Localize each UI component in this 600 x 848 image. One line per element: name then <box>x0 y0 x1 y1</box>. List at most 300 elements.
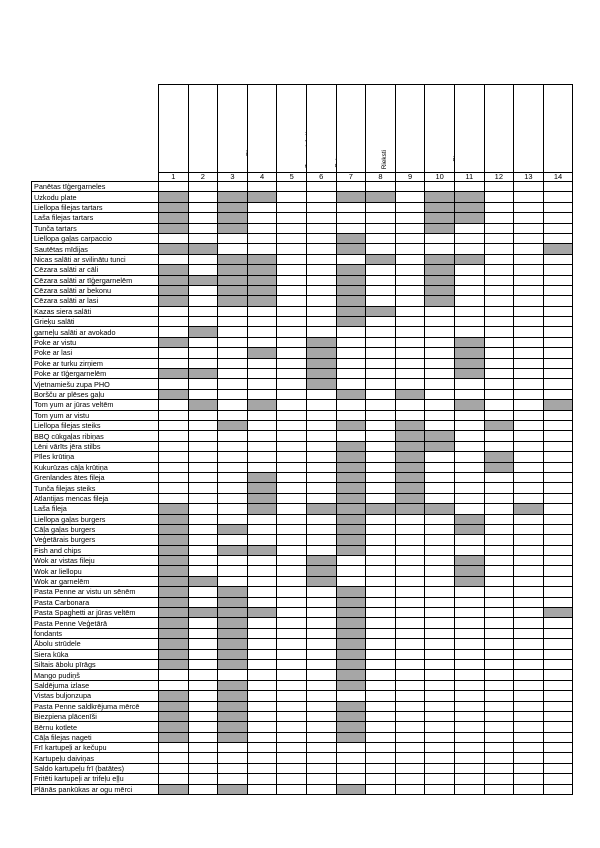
allergen-empty-cell <box>247 306 277 316</box>
allergen-marked-cell <box>218 618 248 628</box>
allergen-empty-cell <box>366 545 396 555</box>
allergen-empty-cell <box>159 327 189 337</box>
allergen-empty-cell <box>277 763 307 773</box>
allergen-empty-cell <box>306 743 336 753</box>
allergen-empty-cell <box>159 431 189 441</box>
allergen-empty-cell <box>247 514 277 524</box>
allergen-empty-cell <box>514 774 544 784</box>
allergen-empty-cell <box>306 670 336 680</box>
allergen-marked-cell <box>336 639 366 649</box>
allergen-empty-cell <box>543 327 573 337</box>
allergen-empty-cell <box>247 389 277 399</box>
allergen-marked-cell <box>159 285 189 295</box>
allergen-marked-cell <box>247 254 277 264</box>
allergen-marked-cell <box>218 628 248 638</box>
allergen-empty-cell <box>543 659 573 669</box>
allergen-empty-cell <box>543 774 573 784</box>
allergen-empty-cell <box>484 254 514 264</box>
allergen-empty-cell <box>188 337 218 347</box>
column-header-label <box>571 130 573 169</box>
allergen-empty-cell <box>159 452 189 462</box>
allergen-empty-cell <box>484 223 514 233</box>
allergen-empty-cell <box>543 691 573 701</box>
allergen-empty-cell <box>159 358 189 368</box>
table-row <box>32 254 573 264</box>
column-header-1 <box>159 85 189 173</box>
dish-name: Kazas siera salāti <box>32 306 159 316</box>
allergen-marked-cell <box>336 732 366 742</box>
allergen-empty-cell <box>454 431 484 441</box>
allergen-empty-cell <box>543 566 573 576</box>
allergen-marked-cell <box>159 556 189 566</box>
allergen-empty-cell <box>484 524 514 534</box>
allergen-empty-cell <box>188 410 218 420</box>
allergen-empty-cell <box>484 763 514 773</box>
allergen-empty-cell <box>543 639 573 649</box>
allergen-marked-cell <box>159 296 189 306</box>
allergen-empty-cell <box>159 493 189 503</box>
allergen-empty-cell <box>395 348 425 358</box>
dish-name: Poke ar turku zirņiem <box>32 358 159 368</box>
allergen-empty-cell <box>543 493 573 503</box>
allergen-empty-cell <box>484 587 514 597</box>
allergen-empty-cell <box>484 472 514 482</box>
allergen-empty-cell <box>247 441 277 451</box>
allergen-empty-cell <box>188 192 218 202</box>
allergen-empty-cell <box>514 275 544 285</box>
allergen-marked-cell <box>218 649 248 659</box>
allergen-empty-cell <box>395 670 425 680</box>
allergen-empty-cell <box>366 379 396 389</box>
allergen-marked-cell <box>454 400 484 410</box>
allergen-marked-cell <box>336 524 366 534</box>
allergen-marked-cell <box>218 223 248 233</box>
dish-name: Grieķu salāti <box>32 317 159 327</box>
table-row <box>32 462 573 472</box>
allergen-marked-cell <box>306 566 336 576</box>
allergen-empty-cell <box>188 691 218 701</box>
allergen-empty-cell <box>366 701 396 711</box>
allergen-marked-cell <box>159 732 189 742</box>
allergen-empty-cell <box>514 649 544 659</box>
allergen-empty-cell <box>336 327 366 337</box>
allergen-empty-cell <box>277 389 307 399</box>
allergen-empty-cell <box>366 410 396 420</box>
allergen-empty-cell <box>484 711 514 721</box>
allergen-empty-cell <box>543 587 573 597</box>
dish-name: Mango pudiņš <box>32 670 159 680</box>
allergen-empty-cell <box>306 587 336 597</box>
dish-name: Wok ar garnelēm <box>32 576 159 586</box>
allergen-empty-cell <box>159 483 189 493</box>
allergen-empty-cell <box>454 670 484 680</box>
allergen-empty-cell <box>395 306 425 316</box>
allergen-empty-cell <box>425 587 455 597</box>
allergen-marked-cell <box>247 285 277 295</box>
allergen-empty-cell <box>247 701 277 711</box>
allergen-empty-cell <box>247 680 277 690</box>
allergen-empty-cell <box>366 182 396 192</box>
allergen-empty-cell <box>366 275 396 285</box>
allergen-empty-cell <box>366 618 396 628</box>
allergen-empty-cell <box>395 649 425 659</box>
allergen-empty-cell <box>484 514 514 524</box>
allergen-empty-cell <box>247 431 277 441</box>
allergen-empty-cell <box>425 732 455 742</box>
allergen-empty-cell <box>366 743 396 753</box>
allergen-empty-cell <box>425 753 455 763</box>
allergen-empty-cell <box>188 182 218 192</box>
allergen-empty-cell <box>188 265 218 275</box>
dish-name: Uzkodu plate <box>32 192 159 202</box>
allergen-empty-cell <box>277 514 307 524</box>
allergen-empty-cell <box>188 493 218 503</box>
allergen-empty-cell <box>188 296 218 306</box>
table-row <box>32 420 573 430</box>
allergen-empty-cell <box>218 327 248 337</box>
allergen-empty-cell <box>454 597 484 607</box>
allergen-empty-cell <box>425 524 455 534</box>
allergen-empty-cell <box>306 296 336 306</box>
allergen-empty-cell <box>247 670 277 680</box>
allergen-empty-cell <box>395 254 425 264</box>
allergen-empty-cell <box>336 431 366 441</box>
allergen-empty-cell <box>277 711 307 721</box>
allergen-marked-cell <box>336 597 366 607</box>
table-row <box>32 670 573 680</box>
allergen-empty-cell <box>395 202 425 212</box>
table-row <box>32 587 573 597</box>
allergen-empty-cell <box>188 472 218 482</box>
allergen-marked-cell <box>247 493 277 503</box>
allergen-marked-cell <box>159 628 189 638</box>
dish-name: fondants <box>32 628 159 638</box>
allergen-empty-cell <box>366 348 396 358</box>
allergen-empty-cell <box>247 202 277 212</box>
allergen-empty-cell <box>159 182 189 192</box>
allergen-empty-cell <box>514 514 544 524</box>
allergen-empty-cell <box>218 566 248 576</box>
allergen-empty-cell <box>514 410 544 420</box>
allergen-empty-cell <box>514 420 544 430</box>
allergen-empty-cell <box>277 628 307 638</box>
dish-name: Laša fileja <box>32 504 159 514</box>
allergen-empty-cell <box>543 618 573 628</box>
allergen-empty-cell <box>188 628 218 638</box>
allergen-empty-cell <box>425 597 455 607</box>
allergen-marked-cell <box>336 441 366 451</box>
allergen-empty-cell <box>395 753 425 763</box>
allergen-empty-cell <box>543 743 573 753</box>
allergen-empty-cell <box>395 608 425 618</box>
allergen-marked-cell <box>218 722 248 732</box>
allergen-empty-cell <box>395 597 425 607</box>
allergen-marked-cell <box>306 337 336 347</box>
allergen-empty-cell <box>514 254 544 264</box>
allergen-empty-cell <box>543 514 573 524</box>
allergen-empty-cell <box>454 306 484 316</box>
allergen-marked-cell <box>218 691 248 701</box>
allergen-empty-cell <box>366 556 396 566</box>
allergen-marked-cell <box>454 566 484 576</box>
allergen-empty-cell <box>454 223 484 233</box>
allergen-marked-cell <box>425 296 455 306</box>
allergen-empty-cell <box>247 618 277 628</box>
allergen-marked-cell <box>247 296 277 306</box>
allergen-empty-cell <box>454 472 484 482</box>
allergen-empty-cell <box>454 753 484 763</box>
allergen-marked-cell <box>336 670 366 680</box>
allergen-empty-cell <box>188 233 218 243</box>
allergen-empty-cell <box>366 514 396 524</box>
allergen-empty-cell <box>454 462 484 472</box>
table-row <box>32 389 573 399</box>
allergen-empty-cell <box>395 628 425 638</box>
allergen-empty-cell <box>366 763 396 773</box>
allergen-marked-cell <box>395 504 425 514</box>
allergen-empty-cell <box>484 213 514 223</box>
allergen-empty-cell <box>484 608 514 618</box>
allergen-empty-cell <box>395 296 425 306</box>
allergen-empty-cell <box>514 711 544 721</box>
column-number: 10 <box>425 173 455 182</box>
allergen-empty-cell <box>188 441 218 451</box>
allergen-empty-cell <box>366 483 396 493</box>
allergen-empty-cell <box>454 535 484 545</box>
allergen-empty-cell <box>188 566 218 576</box>
allergen-empty-cell <box>425 327 455 337</box>
allergen-empty-cell <box>425 317 455 327</box>
allergen-empty-cell <box>277 701 307 711</box>
allergen-marked-cell <box>218 587 248 597</box>
corner-cell <box>32 85 159 173</box>
allergen-empty-cell <box>277 441 307 451</box>
allergen-marked-cell <box>159 337 189 347</box>
allergen-empty-cell <box>218 462 248 472</box>
table-row <box>32 763 573 773</box>
allergen-empty-cell <box>484 597 514 607</box>
allergen-empty-cell <box>366 566 396 576</box>
column-number: 7 <box>336 173 366 182</box>
number-corner <box>32 173 159 182</box>
allergen-empty-cell <box>543 576 573 586</box>
header-row <box>32 85 573 173</box>
allergen-empty-cell <box>247 763 277 773</box>
allergen-empty-cell <box>218 743 248 753</box>
allergen-empty-cell <box>484 535 514 545</box>
column-number: 1 <box>159 173 189 182</box>
allergen-empty-cell <box>514 556 544 566</box>
allergen-marked-cell <box>159 722 189 732</box>
allergen-empty-cell <box>247 732 277 742</box>
allergen-empty-cell <box>188 420 218 430</box>
allergen-empty-cell <box>306 691 336 701</box>
allergen-empty-cell <box>277 566 307 576</box>
allergen-empty-cell <box>336 182 366 192</box>
table-row <box>32 608 573 618</box>
allergen-empty-cell <box>454 784 484 794</box>
allergen-marked-cell <box>159 192 189 202</box>
allergen-empty-cell <box>454 618 484 628</box>
allergen-empty-cell <box>425 358 455 368</box>
dish-name: garneļu salāti ar avokado <box>32 327 159 337</box>
allergen-empty-cell <box>277 337 307 347</box>
allergen-empty-cell <box>454 483 484 493</box>
allergen-marked-cell <box>188 400 218 410</box>
table-row <box>32 514 573 524</box>
allergen-empty-cell <box>425 649 455 659</box>
allergen-empty-cell <box>366 732 396 742</box>
allergen-empty-cell <box>366 213 396 223</box>
allergen-empty-cell <box>484 504 514 514</box>
allergen-empty-cell <box>425 369 455 379</box>
allergen-empty-cell <box>366 524 396 534</box>
allergen-empty-cell <box>543 722 573 732</box>
allergen-empty-cell <box>543 628 573 638</box>
allergen-marked-cell <box>247 400 277 410</box>
allergen-empty-cell <box>247 233 277 243</box>
allergen-empty-cell <box>484 441 514 451</box>
allergen-empty-cell <box>425 462 455 472</box>
allergen-empty-cell <box>514 659 544 669</box>
allergen-empty-cell <box>277 556 307 566</box>
allergen-marked-cell <box>159 524 189 534</box>
allergen-empty-cell <box>247 420 277 430</box>
allergen-empty-cell <box>306 327 336 337</box>
allergen-empty-cell <box>277 597 307 607</box>
allergen-empty-cell <box>425 576 455 586</box>
allergen-empty-cell <box>306 306 336 316</box>
allergen-empty-cell <box>454 628 484 638</box>
allergen-empty-cell <box>306 722 336 732</box>
allergen-empty-cell <box>188 670 218 680</box>
table-row <box>32 691 573 701</box>
column-number: 4 <box>247 173 277 182</box>
allergen-empty-cell <box>366 639 396 649</box>
allergen-empty-cell <box>188 753 218 763</box>
allergen-empty-cell <box>454 732 484 742</box>
allergen-empty-cell <box>454 233 484 243</box>
allergen-empty-cell <box>395 732 425 742</box>
allergen-empty-cell <box>336 369 366 379</box>
allergen-empty-cell <box>514 680 544 690</box>
allergen-empty-cell <box>425 711 455 721</box>
allergen-empty-cell <box>306 753 336 763</box>
allergen-empty-cell <box>484 182 514 192</box>
allergen-empty-cell <box>218 670 248 680</box>
allergen-marked-cell <box>218 275 248 285</box>
table-row <box>32 182 573 192</box>
allergen-empty-cell <box>188 587 218 597</box>
column-number: 9 <box>395 173 425 182</box>
allergen-empty-cell <box>395 244 425 254</box>
allergen-marked-cell <box>159 223 189 233</box>
allergen-empty-cell <box>484 743 514 753</box>
allergen-empty-cell <box>247 452 277 462</box>
dish-name: Poke ar tīģergarnelēm <box>32 369 159 379</box>
allergen-empty-cell <box>425 763 455 773</box>
table-row <box>32 659 573 669</box>
allergen-empty-cell <box>277 691 307 701</box>
allergen-empty-cell <box>218 348 248 358</box>
allergen-empty-cell <box>543 192 573 202</box>
allergen-marked-cell <box>395 462 425 472</box>
allergen-marked-cell <box>218 202 248 212</box>
allergen-empty-cell <box>306 441 336 451</box>
allergen-empty-cell <box>543 462 573 472</box>
allergen-empty-cell <box>395 587 425 597</box>
allergen-marked-cell <box>218 254 248 264</box>
allergen-empty-cell <box>395 358 425 368</box>
allergen-empty-cell <box>514 784 544 794</box>
allergen-empty-cell <box>484 774 514 784</box>
allergen-empty-cell <box>277 608 307 618</box>
allergen-marked-cell <box>218 732 248 742</box>
allergen-marked-cell <box>395 493 425 503</box>
allergen-empty-cell <box>543 680 573 690</box>
dish-name: Liellopa filejas tartars <box>32 202 159 212</box>
allergen-empty-cell <box>366 722 396 732</box>
allergen-empty-cell <box>395 701 425 711</box>
allergen-empty-cell <box>425 556 455 566</box>
allergen-empty-cell <box>366 420 396 430</box>
allergen-empty-cell <box>484 566 514 576</box>
allergen-empty-cell <box>159 233 189 243</box>
allergen-empty-cell <box>366 337 396 347</box>
allergen-empty-cell <box>277 410 307 420</box>
column-number: 5 <box>277 173 307 182</box>
allergen-empty-cell <box>306 649 336 659</box>
allergen-empty-cell <box>247 722 277 732</box>
allergen-empty-cell <box>218 483 248 493</box>
allergen-empty-cell <box>484 680 514 690</box>
allergen-empty-cell <box>395 285 425 295</box>
dish-name: Vistas buljonzupa <box>32 691 159 701</box>
dish-name: Siltais ābolu pīrāgs <box>32 659 159 669</box>
allergen-empty-cell <box>306 244 336 254</box>
allergen-empty-cell <box>247 691 277 701</box>
allergen-empty-cell <box>247 743 277 753</box>
allergen-empty-cell <box>336 566 366 576</box>
table-row <box>32 618 573 628</box>
allergen-marked-cell <box>366 504 396 514</box>
allergen-empty-cell <box>247 213 277 223</box>
allergen-empty-cell <box>543 254 573 264</box>
allergen-empty-cell <box>277 493 307 503</box>
allergen-empty-cell <box>306 233 336 243</box>
allergen-empty-cell <box>188 504 218 514</box>
allergen-marked-cell <box>218 296 248 306</box>
allergen-marked-cell <box>159 202 189 212</box>
allergen-empty-cell <box>425 348 455 358</box>
table-row <box>32 524 573 534</box>
allergen-empty-cell <box>514 296 544 306</box>
allergen-empty-cell <box>218 431 248 441</box>
table-row <box>32 597 573 607</box>
allergen-empty-cell <box>395 576 425 586</box>
allergen-empty-cell <box>247 337 277 347</box>
dish-name: Pasta Penne saldkrējuma mērcē <box>32 701 159 711</box>
allergen-marked-cell <box>336 462 366 472</box>
allergen-empty-cell <box>188 431 218 441</box>
allergen-empty-cell <box>484 348 514 358</box>
allergen-empty-cell <box>247 317 277 327</box>
allergen-empty-cell <box>366 441 396 451</box>
allergen-marked-cell <box>336 701 366 711</box>
column-header-12 <box>484 85 514 173</box>
allergen-empty-cell <box>247 753 277 763</box>
allergen-empty-cell <box>395 410 425 420</box>
